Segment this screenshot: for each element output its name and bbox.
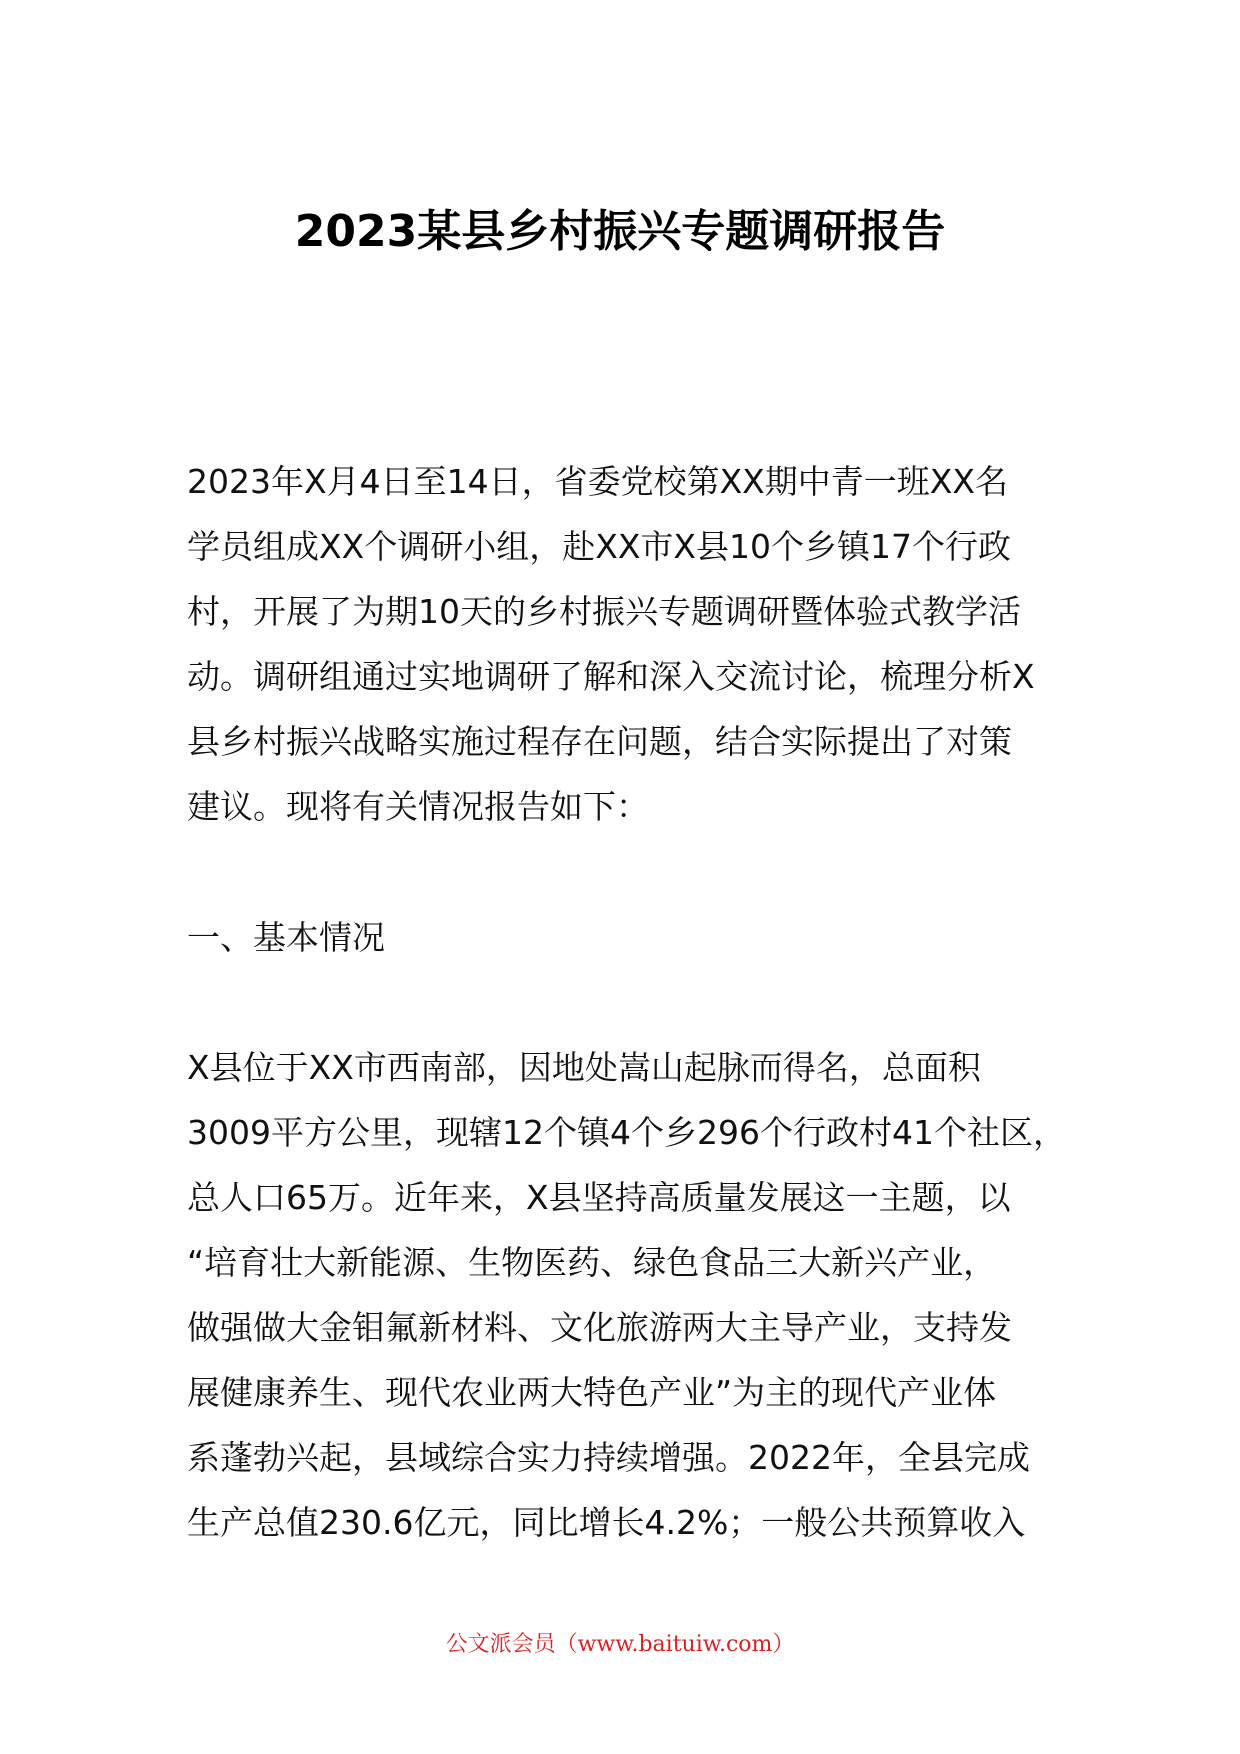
- section-heading-text: 一、基本情况: [187, 918, 385, 957]
- paragraph-line: 动。调研组通过实地调研了解和深入交流讨论，梳理分析X: [187, 657, 1035, 696]
- section-paragraph: [187, 1035, 1067, 1555]
- paragraph-line: 生产总值230.6亿元，同比增长4.2%；一般公共预算收入: [187, 1503, 1026, 1542]
- paragraph-line: 系蓬勃兴起，县域综合实力持续增强。2022年，全县完成: [187, 1438, 1030, 1477]
- paragraph-line: 建议。现将有关情况报告如下：: [187, 787, 649, 826]
- paragraph-line: 3009平方公里，现辖12个镇4个乡296个行政村41个社区，: [187, 1113, 1066, 1152]
- paragraph-line: 总人口65万。近年来，X县坚持高质量发展这一主题，以: [187, 1178, 1011, 1217]
- paragraph-line: X县位于XX市西南部，因地处嵩山起脉而得名，总面积: [187, 1048, 981, 1087]
- document-title: 2023某县乡村振兴专题调研报告: [294, 206, 946, 257]
- paragraph-line: 村，开展了为期10天的乡村振兴专题调研暨体验式教学活: [187, 592, 1021, 631]
- paragraph-line: 学员组成XX个调研小组，赴XX市X县10个乡镇17个行政: [187, 527, 1012, 566]
- paragraph-line: 2023年X月4日至14日，省委党校第XX期中青一班XX名: [187, 462, 1009, 501]
- intro-paragraph: [187, 449, 1067, 839]
- paragraph-line: 县乡村振兴战略实施过程存在问题，结合实际提出了对策: [187, 722, 1012, 761]
- paragraph-line: 做强做大金钼氟新材料、文化旅游两大主导产业，支持发: [187, 1308, 1012, 1347]
- paragraph-line: “培育壮大新能源、生物医药、绿色食品三大新兴产业，: [187, 1243, 997, 1282]
- paragraph-line: 展健康养生、现代农业两大特色产业”为主的现代产业体: [187, 1373, 997, 1412]
- footer-watermark-link[interactable]: 公文派会员（www.baituiw.com）: [445, 1632, 795, 1657]
- section-heading: [187, 905, 1067, 970]
